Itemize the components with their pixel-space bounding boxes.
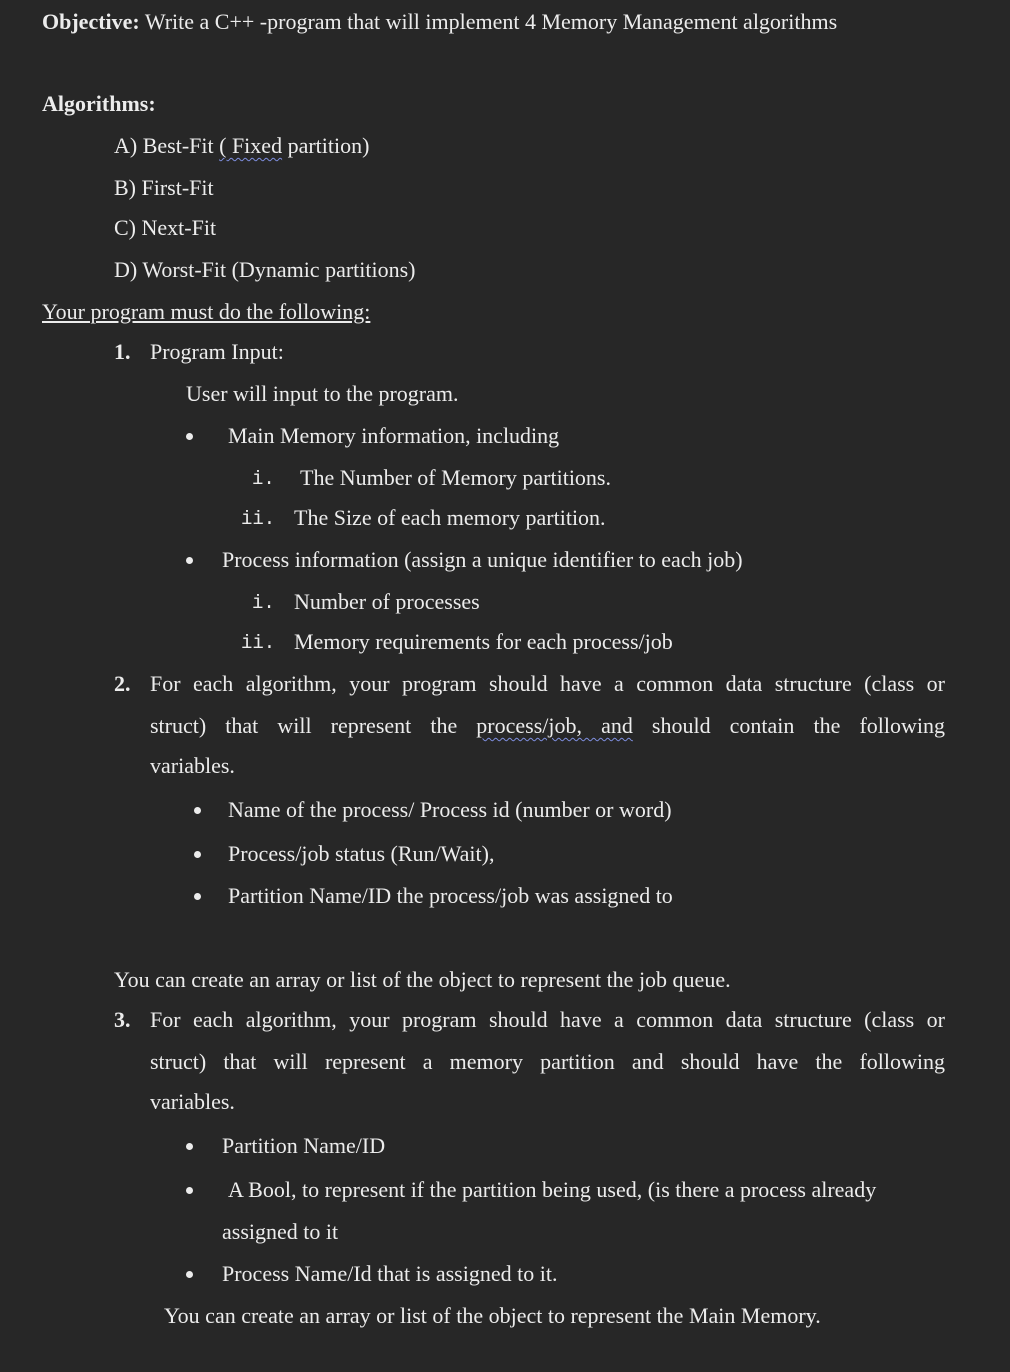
algorithm-item-text: partition): [282, 133, 370, 158]
item-3-number: 3.: [114, 1007, 131, 1032]
bullet-icon: [186, 1143, 193, 1150]
partition-field-bool: A Bool, to represent if the partition being used, (is there a process already: [228, 1177, 877, 1202]
item-3-line-1: [150, 1006, 945, 1034]
spellcheck-marked-text: ( Fixed: [219, 133, 283, 158]
algorithms-heading: Algorithms:: [42, 91, 156, 116]
objective-label: Objective:: [42, 9, 140, 34]
sub-numeral: i.: [252, 468, 275, 490]
process-count: Number of processes: [294, 589, 480, 614]
item-3-line-2-text: struct) that will represent a memory partition and should have the following: [150, 1049, 945, 1074]
partition-field-bool-continued: assigned to it: [222, 1219, 339, 1244]
sub-numeral: ii.: [241, 508, 276, 530]
item-1-title: Program Input:: [150, 339, 284, 364]
bullet-icon: [186, 433, 193, 440]
item-2-line-1-text: For each algorithm, your program should have a common data structure (class or: [150, 671, 945, 696]
text-segment: struct) that will represent the: [150, 713, 477, 738]
item-2-line-1: [150, 670, 945, 698]
job-queue-note: You can create an array or list of the object to represent the job queue.: [114, 967, 731, 992]
requirements-heading: Your program must do the following:: [42, 299, 371, 324]
memory-partition-size: The Size of each memory partition.: [294, 505, 606, 530]
partition-field-id: Partition Name/ID: [222, 1133, 386, 1158]
memory-partition-count: The Number of Memory partitions.: [300, 465, 611, 490]
bullet-icon: [194, 893, 201, 900]
bullet-icon: [194, 807, 201, 814]
item-3-line-2: [150, 1048, 945, 1076]
algorithm-item-best-fit: [114, 132, 369, 160]
bullet-icon: [186, 557, 193, 564]
job-field-partition: Partition Name/ID the process/job was assigned to: [228, 883, 673, 908]
algorithm-item-next-fit: C) Next-Fit: [114, 215, 217, 240]
item-1-number: 1.: [114, 339, 131, 364]
text-segment: should contain the following: [632, 713, 945, 738]
item-1-intro: User will input to the program.: [186, 381, 459, 406]
partition-field-process: Process Name/Id that is assigned to it.: [222, 1261, 558, 1286]
algorithm-item-first-fit: B) First-Fit: [114, 175, 214, 200]
item-3-line-3: variables.: [150, 1089, 235, 1114]
job-field-status: Process/job status (Run/Wait),: [228, 841, 495, 866]
algorithm-item-text: A) Best-Fit: [114, 133, 220, 158]
main-memory-bullet: Main Memory information, including: [228, 423, 560, 448]
bullet-icon: [186, 1187, 193, 1194]
item-3-line-1-text: For each algorithm, your program should have a common data structure (class or: [150, 1007, 945, 1032]
process-info-bullet: Process information (assign a unique identifier to each job): [222, 547, 743, 572]
objective-text: Write a C++ -program that will implement 4 Memory Management algorithms: [139, 9, 838, 34]
main-memory-note: You can create an array or list of the object to represent the Main Memory.: [164, 1303, 821, 1328]
process-memory-requirements: Memory requirements for each process/job: [294, 629, 673, 654]
spellcheck-marked-text: process/job, and: [476, 713, 633, 738]
sub-numeral: ii.: [241, 632, 276, 654]
sub-numeral: i.: [252, 592, 275, 614]
item-2-line-3: variables.: [150, 753, 235, 778]
item-2-line-2-text: [150, 712, 945, 740]
algorithm-item-worst-fit: D) Worst-Fit (Dynamic partitions): [114, 257, 416, 282]
objective-line: [42, 8, 837, 36]
bullet-icon: [194, 851, 201, 858]
item-2-line-2: [150, 712, 945, 740]
bullet-icon: [186, 1271, 193, 1278]
item-2-number: 2.: [114, 671, 131, 696]
job-field-process-id: Name of the process/ Process id (number or word): [228, 797, 672, 822]
